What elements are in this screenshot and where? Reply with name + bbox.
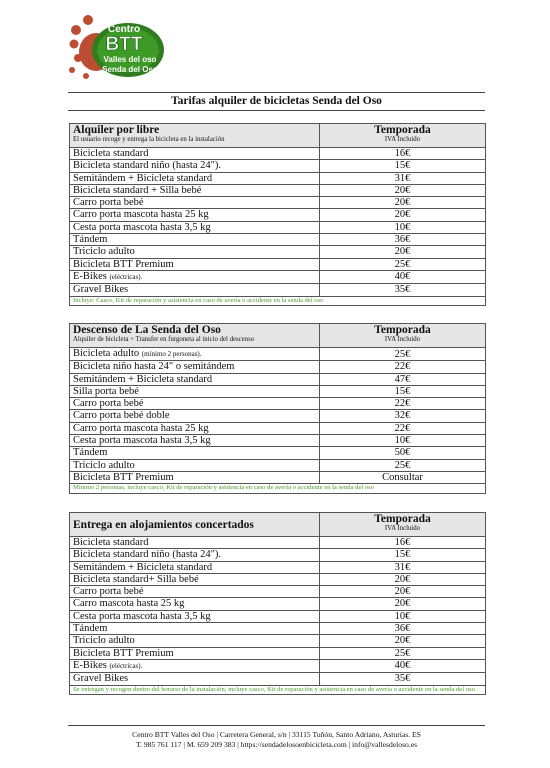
item-price: 20€ <box>320 184 486 196</box>
table-header-row <box>70 124 486 148</box>
table-row <box>70 610 486 622</box>
item-price: 35€ <box>320 673 486 685</box>
item-price: 16€ <box>320 148 486 160</box>
table-subtitle: Alquiler de bicicleta + Transfer en furgoneta al inicio del descenso <box>73 336 255 343</box>
item-price: 22€ <box>320 361 486 373</box>
item-name: Bicicleta standard+ Silla bebé <box>70 573 320 585</box>
item-name: Bicicleta niño hasta 24" o semitándem <box>70 361 320 373</box>
item-price: 25€ <box>320 647 486 659</box>
item-name: Cesta porta mascota hasta 3,5 kg <box>70 610 320 622</box>
item-name: Bicicleta BTT Premium <box>70 258 320 270</box>
item-name: E-Bikes <box>73 659 107 671</box>
logo-line1: Centro <box>107 24 141 35</box>
item-name: Bicicleta adulto <box>73 348 140 359</box>
item-price: 22€ <box>320 422 486 434</box>
item-name: Semitándem + Bicicleta standard <box>70 373 320 385</box>
item-name: Bicicleta BTT Premium <box>70 471 320 483</box>
item-name: Tándem <box>70 623 320 635</box>
item-name: Triciclo adulto <box>70 459 320 471</box>
logo-line4: Senda del Oso <box>102 65 158 74</box>
item-price: 47€ <box>320 373 486 385</box>
table-row <box>70 586 486 598</box>
table-note: Mínimo 2 personas, incluye casco, Kit de reparación y asistencia en caso de avería o accidente en la senda del oso <box>70 484 486 494</box>
item-name: Carro porta mascota hasta 25 kg <box>70 209 320 221</box>
item-name: Carro porta bebé <box>70 197 320 209</box>
item-name: Carro porta bebé <box>70 586 320 598</box>
rates-table-alquiler-libre <box>69 123 486 306</box>
table-row <box>70 221 486 233</box>
table-note-row <box>70 685 486 695</box>
table-row <box>70 647 486 659</box>
item-price: 50€ <box>320 447 486 459</box>
table-header-row <box>70 513 486 537</box>
table-row <box>70 435 486 447</box>
item-name: Cesta porta mascota hasta 3,5 kg <box>70 435 320 447</box>
table-row <box>70 673 486 685</box>
period-header-cell <box>320 124 486 148</box>
table-row <box>70 459 486 471</box>
table-row <box>70 160 486 172</box>
item-name: Silla porta bebé <box>70 385 320 397</box>
item-price: 20€ <box>320 246 486 258</box>
table-row <box>70 258 486 270</box>
item-price: 40€ <box>320 270 486 283</box>
item-price: 20€ <box>320 573 486 585</box>
table-row <box>70 471 486 483</box>
item-price: 20€ <box>320 209 486 221</box>
table-note: Se entregan y recogen dentro del horario de la instalación, incluye casco, Kit de reparación y asistencia en caso de avería o accidente en la senda del oso. <box>70 685 486 695</box>
item-name: Bicicleta standard niño (hasta 24"). <box>70 549 320 561</box>
table-row <box>70 561 486 573</box>
item-price: 35€ <box>320 284 486 296</box>
item-name: Triciclo adulto <box>70 246 320 258</box>
item-note: (eléctricas). <box>109 272 143 281</box>
item-price: 10€ <box>320 435 486 447</box>
table-header-cell <box>70 124 320 148</box>
table-row <box>70 172 486 184</box>
table-row <box>70 635 486 647</box>
table-row <box>70 422 486 434</box>
table-row <box>70 385 486 397</box>
item-name: Bicicleta standard <box>70 148 320 160</box>
table-row <box>70 234 486 246</box>
item-price: 25€ <box>320 459 486 471</box>
item-name: Gravel Bikes <box>70 284 320 296</box>
table-row <box>70 209 486 221</box>
item-note: (mínimo 2 personas). <box>141 350 202 358</box>
item-price: 22€ <box>320 398 486 410</box>
table-title: Entrega en alojamientos concertados <box>73 518 254 531</box>
item-price: 10€ <box>320 610 486 622</box>
period-title: Temporada <box>374 124 431 136</box>
table-row <box>70 549 486 561</box>
table-row <box>70 598 486 610</box>
rates-table-alojamientos <box>69 512 486 695</box>
item-price: 15€ <box>320 549 486 561</box>
bear-paw-logo-icon <box>66 10 166 90</box>
item-name: Carro porta bebé doble <box>70 410 320 422</box>
footer-address: Centro BTT Valles del Oso | Carretera General, s/n | 33115 Tuñón, Santo Adriano, Asturias. ES <box>132 730 421 739</box>
logo-line2: BTT <box>105 34 143 55</box>
period-subtitle: IVA Incluido <box>384 525 421 532</box>
period-subtitle: IVA Incluido <box>384 336 421 343</box>
item-name: Bicicleta standard + Silla bebé <box>70 184 320 196</box>
table-row <box>70 373 486 385</box>
item-name: Triciclo adulto <box>70 635 320 647</box>
period-header-cell <box>320 324 486 348</box>
table-row <box>70 197 486 209</box>
item-price: 36€ <box>320 234 486 246</box>
item-price: 25€ <box>320 348 486 361</box>
item-price: 36€ <box>320 623 486 635</box>
item-price: Consultar <box>320 471 486 483</box>
table-row <box>70 348 486 361</box>
logo <box>66 10 166 90</box>
footer-divider <box>68 725 485 726</box>
item-name: Carro mascota hasta 25 kg <box>70 598 320 610</box>
footer-contact: T. 985 761 117 | M. 659 209 383 | https://sendadelosoenbicicleta.com | info@vallesdeloso.es <box>135 739 418 749</box>
table-row <box>70 184 486 196</box>
item-name: Carro porta mascota hasta 25 kg <box>70 422 320 434</box>
logo-line3: Valles del oso <box>103 55 157 64</box>
rates-table-descenso <box>69 323 486 494</box>
item-price: 15€ <box>320 160 486 172</box>
item-name: Tándem <box>70 234 320 246</box>
item-price: 25€ <box>320 258 486 270</box>
item-price: 16€ <box>320 537 486 549</box>
item-name-cell <box>70 659 320 672</box>
item-price: 32€ <box>320 410 486 422</box>
item-price: 15€ <box>320 385 486 397</box>
table-row <box>70 659 486 672</box>
table-row <box>70 447 486 459</box>
table-row <box>70 284 486 296</box>
footer <box>60 730 493 749</box>
table-note-row <box>70 296 486 306</box>
table-header-cell <box>70 324 320 348</box>
table-row <box>70 361 486 373</box>
item-price: 20€ <box>320 197 486 209</box>
item-name: Cesta porta mascota hasta 3,5 kg <box>70 221 320 233</box>
table-row <box>70 398 486 410</box>
table-header-row <box>70 324 486 348</box>
item-name: Carro porta bebé <box>70 398 320 410</box>
table-row <box>70 270 486 283</box>
item-price: 20€ <box>320 586 486 598</box>
item-name: Semitándem + Bicicleta standard <box>70 561 320 573</box>
item-price: 20€ <box>320 598 486 610</box>
table-row <box>70 246 486 258</box>
table-row <box>70 148 486 160</box>
item-price: 20€ <box>320 635 486 647</box>
table-row <box>70 573 486 585</box>
table-subtitle: El usuario recoge y entrega la bicicleta en la instalación <box>73 136 225 143</box>
item-name: E-Bikes <box>73 270 107 282</box>
period-header-cell <box>320 513 486 537</box>
table-note: Incluye: Casco, Kit de reparación y asistencia en caso de avería o accidente en la senda del oso <box>70 296 486 306</box>
item-name-cell <box>70 270 320 283</box>
page-title: Tarifas alquiler de bicicletas Senda del Oso <box>68 92 485 111</box>
item-name: Bicicleta standard <box>70 537 320 549</box>
table-title: Descenso de La Senda del Oso <box>73 324 221 336</box>
period-subtitle: IVA Incluido <box>384 136 421 143</box>
item-price: 10€ <box>320 221 486 233</box>
item-name: Semitándem + Bicicleta standard <box>70 172 320 184</box>
item-price: 31€ <box>320 172 486 184</box>
item-name-cell <box>70 348 320 361</box>
item-name: Tándem <box>70 447 320 459</box>
item-name: Bicicleta standard niño (hasta 24"). <box>70 160 320 172</box>
item-note: (eléctricas). <box>109 661 143 670</box>
table-title: Alquiler por libre <box>73 124 160 136</box>
table-row <box>70 537 486 549</box>
item-price: 31€ <box>320 561 486 573</box>
item-name: Bicicleta BTT Premium <box>70 647 320 659</box>
item-name: Gravel Bikes <box>70 673 320 685</box>
table-header-cell <box>70 513 320 537</box>
period-title: Temporada <box>374 324 431 336</box>
table-row <box>70 410 486 422</box>
item-price: 40€ <box>320 659 486 672</box>
table-note-row <box>70 484 486 494</box>
table-row <box>70 623 486 635</box>
period-title: Temporada <box>374 513 431 525</box>
